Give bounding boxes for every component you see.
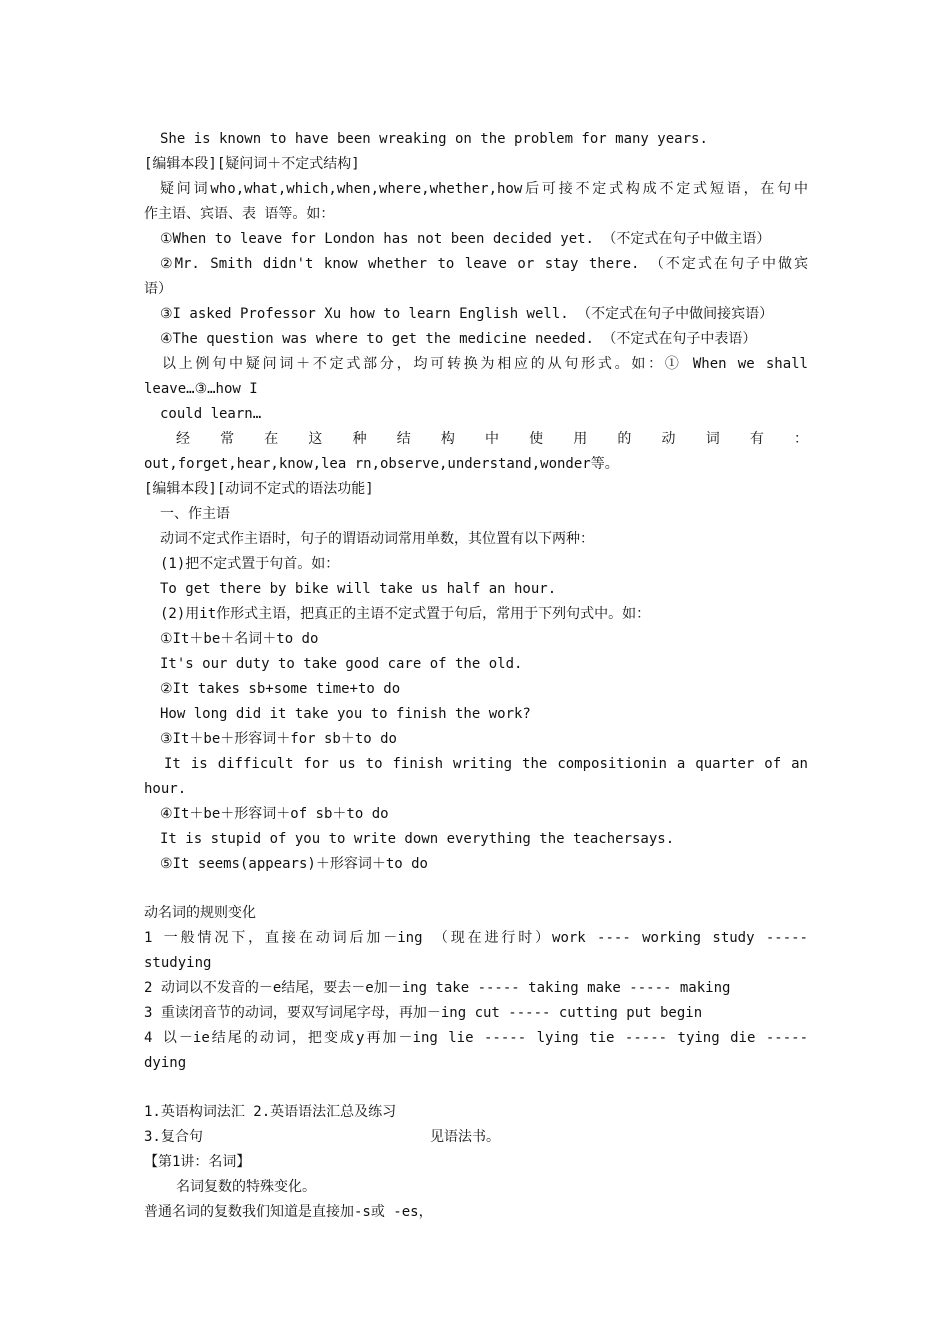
text-line: (1)把不定式置于句首。如：	[160, 556, 340, 572]
text-line: 语）	[144, 281, 172, 297]
section-heading: [编辑本段][疑问词＋不定式结构]	[144, 156, 360, 172]
text-line: She is known to have been wreaking on the problem for many years.	[160, 131, 708, 147]
text-line: studying	[144, 955, 212, 971]
text-line: hour.	[144, 781, 187, 797]
text-line: 动词不定式作主语时，句子的谓语动词常用单数，其位置有以下两种：	[160, 531, 594, 547]
text-line: 疑问词who,what,which,when,where,whether,how后可接不定式构成不定式短语，在句中	[160, 181, 808, 197]
example-line: ③I asked Professor Xu how to learn English well. （不定式在句子中做间接宾语）	[160, 306, 774, 322]
split-left: 3.复合句	[144, 1129, 203, 1145]
rule-line: 1 一般情况下，直接在动词后加－ing （现在进行时）work ---- working study -----	[144, 930, 808, 946]
pattern-line: ③It＋be＋形容词＋for sb＋to do	[160, 731, 397, 747]
blank-line	[144, 1076, 808, 1100]
text-line: 名词复数的特殊变化。	[176, 1179, 316, 1195]
pattern-line: ①It＋be＋名词＋to do	[160, 631, 319, 647]
pattern-line: ⑤It seems(appears)＋形容词＋to do	[160, 856, 428, 872]
example-line: How long did it take you to finish the work?	[160, 706, 531, 722]
example-line: To get there by bike will take us half an hour.	[160, 581, 557, 597]
text-line: 普通名词的复数我们知道是直接加-s或 -es，	[144, 1204, 433, 1220]
lecture-heading: 【第1讲：名词】	[144, 1154, 251, 1170]
rule-line: 4 以－ie结尾的动词，把变成y再加－ing lie ----- lying tie ----- tying die -----	[144, 1030, 808, 1046]
text-line: 1.英语构词法汇 2.英语语法汇总及练习	[144, 1104, 397, 1120]
document-page	[144, 127, 808, 1225]
text-line: 以上例句中疑问词＋不定式部分，均可转换为相应的从句形式。如：① When we shall	[162, 356, 808, 372]
text-line: (2)用it作形式主语，把真正的主语不定式置于句后，常用于下列句式中。如：	[160, 606, 651, 622]
blank-line	[144, 877, 808, 901]
text-line: 作主语、宾语、表 语等。如：	[144, 206, 335, 222]
rule-line: 2 动词以不发音的－e结尾，要去－e加－ing take ----- taking make ----- making	[144, 980, 731, 996]
example-line: It is stupid of you to write down everything the teachersays.	[160, 831, 675, 847]
text-line: could learn…	[160, 406, 262, 422]
text-line: dying	[144, 1055, 187, 1071]
example-line: ①When to leave for London has not been decided yet. （不定式在句子中做主语）	[160, 231, 771, 247]
example-line: ④The question was where to get the medicine needed. （不定式在句子中表语）	[160, 331, 757, 347]
section-heading: 动名词的规则变化	[144, 905, 256, 921]
text-line: out,forget,hear,know,lea rn,observe,understand,wonder等。	[144, 456, 619, 472]
text-line: 经 常 在 这 种 结 构 中 使 用 的 动 词 有 ：	[176, 431, 808, 447]
text-line: leave…③…how I	[144, 381, 258, 397]
rule-line: 3 重读闭音节的动词，要双写词尾字母，再加－ing cut ----- cutting put begin	[144, 1005, 703, 1021]
section-heading: [编辑本段][动词不定式的语法功能]	[144, 481, 374, 497]
example-line: ②Mr. Smith didn't know whether to leave or stay there. （不定式在句子中做宾	[160, 256, 808, 272]
example-line: It's our duty to take good care of the old.	[160, 656, 523, 672]
pattern-line: ④It＋be＋形容词＋of sb＋to do	[160, 806, 389, 822]
split-right: 见语法书。	[430, 1129, 500, 1145]
subheading: 一、作主语	[160, 506, 230, 522]
pattern-line: ②It takes sb+some time+to do	[160, 681, 401, 697]
split-line	[144, 1125, 808, 1150]
example-line: It is difficult for us to finish writing the compositionin a quarter of an	[164, 756, 808, 772]
